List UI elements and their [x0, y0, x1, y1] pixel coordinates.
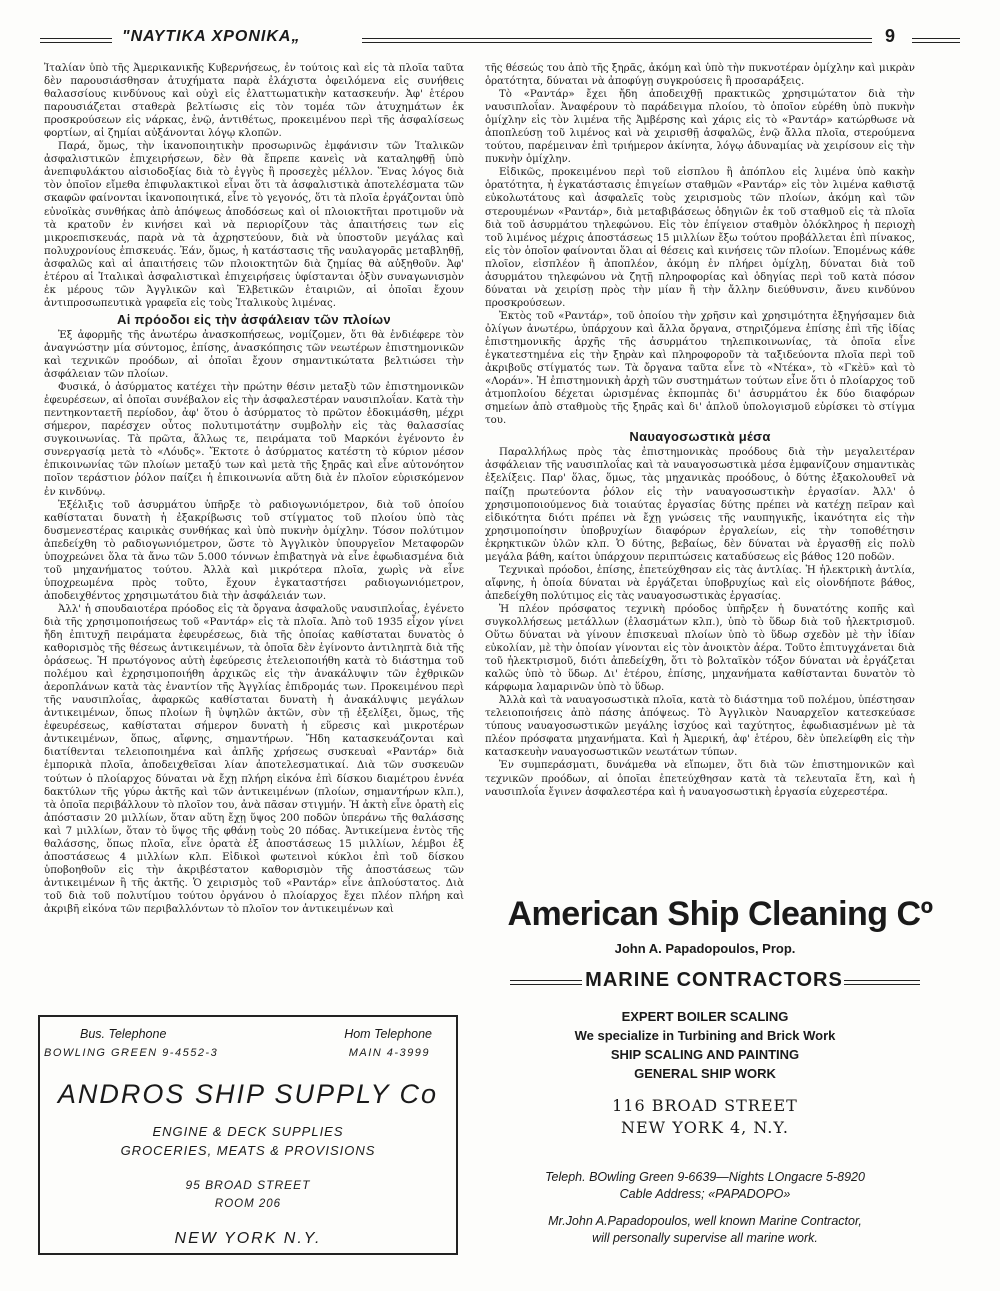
header-rule-middle — [362, 38, 872, 43]
article-paragraph: Τεχνικαὶ πρόοδοι, ἐπίσης, ἐπετεύχθησαν εἰς τὰς ἀντλίας. Ἡ ἠλεκτρικὴ ἀντλία, αἴφνης, ἡ ὁποία δύναται νὰ ἐργάζεται ὑποβρυχίως καὶ εἰς οἱονδήποτε βάθος, ἀπεδείχθη πολύτιμος εἰς τὰς ναυαγοσωστικὰς ἐργασίας. — [485, 564, 915, 602]
service-item: SHIP SCALING AND PAINTING — [610, 1047, 800, 1062]
article-paragraph: Ἀλλὰ καὶ τὰ ναυαγοσωστικὰ πλοῖα, κατὰ τὸ διάστημα τοῦ πολέμου, ὑπέστησαν τελειοποιήσεις ἀπὸ πάσης ἀπόψεως. Τὸ Ἀγγλικὸν Ναυαρχεῖον κατεσκεύασε τύπους ναυαγοσωστικῶν μεγάλης ἰσχύος καὶ ταχύτητος, ἐφωδιασμένων μὲ τὰ πλέον πρόσφατα μηχανήματα. Καὶ ἡ Ἀμερική, ἀφ' ἑτέρου, δὲν ὑπελείφθη εἰς τὴν κατασκευὴν ναυαγοσωστικῶν νεωτάτων τύπων. — [485, 695, 915, 759]
article-paragraph: Ἐν συμπεράσματι, δυνάμεθα νὰ εἴπωμεν, ὅτι διὰ τῶν ἐπιστημονικῶν καὶ τεχνικῶν προόδων, αἱ ὁποῖαι ἐπετεύχθησαν κατὰ τὰ τελευταῖα ἔτη, καὶ ἡ ναυσιπλοΐα ἔγινεν ἀσφαλεστέρα καὶ ἡ ναυαγοσωστικὴ ἐργασία εὐχερεστέρα. — [485, 760, 915, 798]
article-paragraph: Ἐξ ἀφορμῆς τῆς ἀνωτέρω ἀνασκοπήσεως, νομίζομεν, ὅτι θὰ ἐνδιέφερε τὸν ἀναγνώστην μία σύντομος, ἐπίσης, ἀνασκόπησις τῶν νεωτέρων ἐπιστημονικῶν καὶ τεχνικῶν προόδων, αἱ ὁποῖαι ἔχουν σημαντικώτατα βελτιώσει τὴν ἀσφάλειαν τῶν πλοίων. — [44, 329, 464, 381]
banner-rule-right — [844, 980, 920, 985]
american-proprietor: John A. Papadopoulos, Prop. — [614, 941, 796, 956]
andros-street-address: 95 BROAD STREET — [185, 1178, 311, 1192]
article-paragraph: τῆς θέσεώς του ἀπὸ τῆς ξηρᾶς, ἀκόμη καὶ ὑπὸ τὴν πυκνοτέραν ὁμίχλην καὶ μικρὰν ὁρατότητα, δύναται νὰ ἀποφύγῃ συγκρούσεις ἢ προσαράξεις. — [485, 63, 915, 88]
header-rule-left — [40, 38, 112, 43]
note-line: Mr.John A.Papadopoulos, well known Marine Contractor, — [548, 1214, 862, 1228]
article-paragraph: Φυσικά, ὁ ἀσύρματος κατέχει τὴν πρώτην θέσιν μεταξὺ τῶν ἐπιστημονικῶν ἐφευρέσεων, αἱ ὁποῖαι συνέβαλον εἰς τὴν ἀσφαλεστέραν ναυσιπλοΐαν. Κατὰ τὴν πεντηκονταετῆ περίοδον, ἀφ' ὅτου ὁ ἀσύρματος τὸ πρῶτον ἐδοκιμάσθη, μέχρι σήμερον, παρέσχεν οὗτος πολυτιμοτάτην συμβολὴν εἰς τὰς θαλασσίας συγκοινωνίας. Τὰ πρῶτα, ἄλλως τε, πειράματα τοῦ Μαρκόνι ἐγένοντο ἐν συνεργασίᾳ μετὰ τὸ «Λόυδς». Ἔκτοτε ὁ ἀσύρματος κατέστη τὸ κύριον μέσον ἐπικοινωνίας τῶν πλοίων μεταξύ των καὶ μετὰ τῆς ξηρᾶς καὶ εἶνε αὐτονόητον ποῖον τεράστιον ῥόλον παίζει ἡ ἐπικοινωνία αὕτη διὰ ἐν πλοῖον εὑρισκόμενον ἐν κινδύνῳ. — [44, 382, 464, 498]
section-heading-salvage: Ναυαγοσωστικὰ μέσα — [629, 429, 771, 445]
american-ship-cleaning-ad — [470, 895, 970, 1255]
article-paragraph: Ἀλλ' ἡ σπουδαιοτέρα πρόοδος εἰς τὰ ὄργανα ἀσφαλοῦς ναυσιπλοΐας, ἐγένετο διὰ τῆς χρησιμοποιήσεως τοῦ «Ραντάρ» εἰς τὰ πλοῖα. Ἀπὸ τοῦ 1935 εἶχον γίνει ἤδη ἐπιτυχῆ πειράματα ἐφευρέσεως, διὰ τῆς ὁποίας καθίσταται δυνατὸς ὁ καθορισμὸς τῆς θέσεως ἀντικειμένων, τὰ ὁποῖα δὲν ἐγίνοντο ἀντιληπτὰ διὰ τῆς ὁράσεως. Ἡ πρωτόγονος αὐτὴ ἐφεύρεσις ἐτελειοποιήθη κατὰ τὸ διάστημα τοῦ πολέμου καὶ ἐχρησιμοποιήθη ἀρχικῶς εἰς τὴν ἀνακάλυψιν τῶν ἐχθρικῶν ἀεροπλάνων κατὰ τὰς ἐναντίον τῆς Ἀγγλίας ἐπιδρομάς των. Προκειμένου περὶ τῆς ναυσιπλοΐας, ἀφαρκῶς καθίσταται δυνατὴ ἡ ἀνακάλυψις μεγάλων ἀντικειμένων, ὅπως πλοίων ἢ ὑψηλῶν ἀκτῶν, σὺν τῇ ἐξελίξει, ὅμως, τῆς ἐφευρέσεως, καθίσταται σήμερον δυνατὴ ἡ εὕρεσις καὶ μικροτέρων ἀντικειμένων, ὅπως, αἴφνης, σημαντήρων. Ἤδη κατασκευάζονται καὶ διατίθενται τελειοποιημένα καὶ ἁπλῆς χρήσεως συσκευαὶ «Ραντάρ» διὰ ἐμπορικὰ πλοῖα, ἀποδειχθεῖσαι λίαν ἀποτελεσματικαί. Διὰ τῶν συσκευῶν τούτων ὁ πλοίαρχος δύναται νὰ ἔχῃ πλήρη εἰκόνα ἐπὶ δίσκου διαμέτρου ἐννέα δακτύλων τῆς γύρω ἀκτῆς καὶ τῶν ἀντικειμένων (πλοίων, σημαντήρων κλπ.), τὰ ὁποῖα περιβάλλουν τὸ πλοῖον του, ἀνὰ πᾶσαν στιγμήν. Ἡ ἀκτὴ εἶνε ὁρατὴ εἰς ἀπόστασιν 20 μιλλίων, ὅταν αὕτη ἔχῃ ὕψος 200 ποδῶν ὑπεράνω τῆς θαλάσσης καὶ 7 μιλλίων, ὅταν τὸ ὕψος τῆς φθάνῃ τοὺς 20 πόδας. Ἀντικείμενα ἐντὸς τῆς θαλάσσης, ὅπως πλοῖα, εἶνε ὁρατὰ ἐξ ἀποστάσεως 15 μιλλίων, λέμβοι ἐξ ἀποστάσεως 4 μιλλίων κλπ. Εἰδικοὶ φωτεινοὶ κύκλοι ἐπὶ τοῦ δίσκου ὑποβοηθοῦν εἰς τὴν ἀκριβέστατον καθορισμὸν τῆς ἀποστάσεως τῶν ἀντικειμένων ἢ τῆς ἀκτῆς. Ὁ χειρισμὸς τοῦ «Ραντάρ» εἶνε ἁπλούστατος. Διὰ τοῦ διὰ τοῦ πολυτίμου τούτου ὀργάνου ὁ πλοίαρχος ἔχει πλέον πλήρη καὶ ἀκριβῆ εἰκόνα τῶν περιβαλλόντων τὸ πλοῖον τον ἀντικειμένων καὶ — [44, 603, 464, 915]
page-header — [40, 28, 960, 50]
page-number: 9 — [885, 26, 896, 46]
right-article-column — [485, 62, 915, 799]
article-paragraph: Εἰδικῶς, προκειμένου περὶ τοῦ εἰσπλου ἢ ἀπόπλου εἰς λιμένα ὑπὸ κακὴν ὁρατότητα, ἡ ἐγκατάστασις ἐπιγείων σταθμῶν «Ραντάρ» εἰς τὸν λιμένα καθιστᾷ εὐκολωτάτους καὶ ἀσφαλεῖς τοὺς χειρισμοὺς τῶν πλοίων, ἀκόμη καὶ τῶν στερουμένων «Ραντάρ», διὰ μεταβιβάσεως ὁδηγιῶν ἐκ τοῦ σταθμοῦ εἰς τὰ πλοῖα διὰ τοῦ ἀσυρμάτου τηλεφώνου. Εἰς τὸν ἐπίγειον σταθμὸν ὁλόκληρος ἡ περιοχὴ τοῦ λιμένος μέχρις ἀποστάσεως 15 μιλλίων ἔξω τούτου προβάλλεται ἐπὶ πίνακος, εἰς τὸν ὁποῖον φαίνονται ὅλαι αἱ θέσεις καὶ κινήσεις τῶν πλοίων. Ἐπομένως κάθε πλοῖον, εἰσπλέον ἢ ἀποπλέον, ἀκόμη ἐν πλήρει ὁμίχλῃ, δύναται διὰ τοῦ ἀσυρμάτου τηλεφώνου νὰ ζητῇ πληροφορίας καὶ ὁδηγίας περὶ τοῦ κατὰ πόσον δύναται νὰ χειρίσῃ πρὸς τὴν μίαν ἢ τὴν ἄλλην διεύθυνσιν, ἄνευ κινδύνου προσκρούσεων. — [485, 167, 915, 309]
home-telephone-number: MAIN 4-3999 — [348, 1047, 430, 1059]
american-address — [470, 1095, 940, 1139]
business-telephone-number: BOWLING GREEN 9-4552-3 — [44, 1047, 219, 1059]
andros-company-name: ANDROS SHIP SUPPLY Co — [57, 1079, 439, 1109]
left-article-column — [44, 62, 464, 916]
note-line: will personally supervise all marine work. — [592, 1231, 818, 1245]
andros-city: NEW YORK N.Y. — [174, 1230, 322, 1247]
american-street: 116 BROAD STREET — [612, 1096, 798, 1115]
home-telephone-label: Hom Telephone — [344, 1027, 432, 1041]
marine-contractors-banner — [510, 969, 920, 995]
american-city: NEW YORK 4, N.Y. — [621, 1118, 789, 1137]
article-paragraph: Ἐξέλιξις τοῦ ἀσυρμάτου ὑπῆρξε τὸ ραδιογωνιόμετρον, διὰ τοῦ ὁποίου καθίσταται δυνατὴ ἡ ἐξακρίβωσις τοῦ στίγματος τοῦ πλοίου ὑπὸ τὰς δυσμενεστέρας καιρικὰς συνθήκας καὶ ὑπὸ πυκνὴν ὁμίχλην. Τόσον πολύτιμον ἀπεδείχθη τὸ ραδιογωνιόμετρον, ὥστε τὸ Ἀγγλικὸν ὑπουργεῖον Μεταφορῶν ὑποχρεώνει ὅλα τὰ ἄνω τῶν 5.000 τόννων ἐπιβατηγὰ νὰ εἶνε ἐφωδιασμένα διὰ τοῦ μηχανήματος τούτου. Ἀλλὰ καὶ μικρότερα πλοῖα, χωρὶς νὰ εἶνε ὑποχρεωμένα πρὸς τοῦτο, ἔχουν ἐγκαταστήσει ραδιογωνιόμετρον, ἀποδειχθέντος χρησιμωτάτου διὰ τὴν ἀσφάλειάν των. — [44, 499, 464, 602]
article-paragraph: Παρά, ὅμως, τὴν ἱκανοποιητικὴν προσωρινῶς ἐμφάνισιν τῶν Ἰταλικῶν ἀσφαλιστικῶν ἐπιχειρήσεων, δὲν θὰ ἔπρεπε κανεὶς νὰ καταληφθῇ ὑπὸ ἀνεπιφυλάκτου αἰσιοδοξίας διὰ τὸ ἐγγὺς ἢ προσεχὲς μέλλον. Ἕνας λόγος διὰ τὸν ὁποῖον εἴμεθα ἐπιφυλακτικοὶ εἶναι ὅτι τὰ ἀσφαλιστικὰ ἀποτελέσματα τῶν σκαφῶν φαίνονται ἱκανοποιητικά, εἶνε τὸ γεγονός, ὅτι τὰ πλοῖα ἐργάζονται ὑπὸ εὐνοϊκὰς συνθήκας ἀπὸ ἀπόψεως ἀποδόσεως καὶ οἱ πλοιοκτῆται προτιμοῦν νὰ τὰ κρατοῦν ἐν κινήσει καὶ νὰ περιορίζουν τὰς ἀπαιτήσεις των εἰς μικροεπισκευάς, παρὰ νὰ τὰ ἀχρηστεύουν, διὰ νὰ ὑποστοῦν μεγάλας καὶ πολυχρονίους ἐπισκευάς. Ἐάν, ὅμως, ἡ κατάστασις τῆς ναυλαγορᾶς μεταβληθῇ, ἀσφαλῶς καὶ αἱ ἀπαιτήσεις τῶν πλοιοκτητῶν διὰ ζημίας θὰ αὐξηθοῦν. Ἀφ' ἑτέρου αἱ Ἰταλικαὶ ἀσφαλιστικαὶ ἐπιχειρήσεις ὑφίστανται ὀξὺν συναγωνισμὸν ἐκ μέρους τῶν Ἀγγλικῶν καὶ Ἑλβετικῶν ἑταιριῶν, αἱ ὁποῖαι ἔχουν ἀντιπροσωπευτικὰ γραφεῖα εἰς τοὺς Ἰταλικοὺς λιμένας. — [44, 141, 464, 309]
article-paragraph: Ἰταλίαν ὑπὸ τῆς Ἀμερικανικῆς Κυβερνήσεως, ἐν τούτοις καὶ εἰς τὰ πλοῖα ταῦτα δὲν παρουσιάσθησαν ἀτυχήματα παρὰ ἐλάχιστα ὀφειλόμενα εἰς συνήθεις θαλασσίους κινδύνους καὶ οὐχὶ εἰς ἐλαττωματικὴν κατασκευήν. Ἀφ' ἑτέρου παρουσιάζεται σταθερὰ βελτίωσις εἰς τὸν τομέα τῶν ἀτυχημάτων ἐκ προσκρούσεων εἰς νάρκας, ἐνῷ, ἀντιθέτως, προκειμένου περὶ τῆς ἀσφαλίσεως φορτίων, αἱ ζημίαι αὐξάνονται λόγῳ κλοπῶν. — [44, 63, 464, 140]
american-company-name: American Ship Cleaning Cº — [507, 895, 933, 933]
article-paragraph: Παραλλήλως πρὸς τὰς ἐπιστημονικὰς προόδους διὰ τὴν μεγαλειτέραν ἀσφάλειαν τῆς ναυσιπλοΐας καὶ τὰ ναυαγοσωστικὰ μέσα ἐμφανίζουν σημαντικὰς ἐξελίξεις. Παρ' ὅλας, ὅμως, τὰς μηχανικὰς προόδους, ὁ δύτης ἐξακολουθεῖ νὰ παίζῃ πρωτεύοντα ῥόλον εἰς τὴν ναυαγοσωστικὴν ἐργασίαν. Ἀλλ' ὁ χρησιμοποιούμενος διὰ τοιαύτας ἐργασίας δύτης πρέπει νὰ κατέχῃ πεῖραν καὶ εἰδικότητα διότι πρέπει νὰ ἔχῃ γνώσεις τῆς ναυπηγικῆς, ἱκανότητα εἰς τὴν χρησιμοποίησιν ὑποβρυχίων διαφόρων ἐργαλείων, εἰς τὴν τοποθέτησιν ἐκρηκτικῶν ὑλῶν κλπ. Ὁ δύτης, βεβαίως, δὲν δύναται νὰ ἐργασθῇ εἰς πολὺ μεγάλα βάθη, καίτοι ὑπάρχουν περιπτώσεις καταδύσεως εἰς βάθος 120 ποδῶν. — [485, 447, 915, 563]
american-supervision-note — [470, 1213, 940, 1247]
service-item: We specialize in Turbining and Brick Work — [574, 1028, 836, 1043]
andros-service-line: GROCERIES, MEATS & PROVISIONS — [120, 1143, 376, 1158]
article-paragraph: Τὸ «Ραντάρ» ἔχει ἤδη ἀποδειχθῇ πρακτικῶς χρησιμώτατον διὰ τὴν ναυσιπλοΐαν. Ἀναφέρουν τὸ παράδειγμα πλοίου, τὸ ὁποῖον εὑρέθη ὑπὸ πυκνὴν ὁμίχλην εἰς τὸν λιμένα τῆς Ἀμβέρσης καὶ χάρις εἰς τὸ «Ραντάρ» κατώρθωσε νὰ ἀποπλεύσῃ τοῦ λιμένος καὶ νὰ χειρισθῇ ἀσφαλῶς, ἐνῷ ἄλλα πλοῖα, στερούμενα τούτου, παρέμειναν ἐπὶ τριήμερον ἀκίνητα, λόγῳ ἀδυναμίας νὰ χειρίσουν εἰς τὴν πυκνὴν ὁμίχλην. — [485, 89, 915, 166]
business-telephone-label: Bus. Telephone — [80, 1027, 167, 1041]
american-telephone: Teleph. BOwling Green 9-6639—Nights LOngacre 5-8920 — [545, 1170, 865, 1184]
publication-title: "ΝΑΥΤΙΚΑ ΧΡΟΝΙΚΑ„ — [122, 28, 301, 45]
american-contact — [470, 1169, 940, 1203]
header-rule-right — [912, 38, 960, 43]
american-cable-address: Cable Address; «PAPADOPO» — [619, 1187, 791, 1201]
andros-room: ROOM 206 — [214, 1198, 282, 1210]
american-services-list — [470, 1007, 940, 1083]
article-paragraph: Ἐκτὸς τοῦ «Ραντάρ», τοῦ ὁποίου τὴν χρῆσιν καὶ χρησιμότητα ἐξηγήσαμεν διὰ ὀλίγων ἀνωτέρω, ὑπάρχουν καὶ ἄλλα ὄργανα, στηριζόμενα ἐπίσης ἐπὶ τῆς ἰδίας ἐπιστημονικῆς ἀρχῆς τῆς ἀσυρμάτου τηλεπικοινωνίας, τὰ ὁποῖα εἶνε ἐγκατεστημένα εἰς τὴν ξηρὰν καὶ πληροφοροῦν τὰ ταξιδεύοντα πλοῖα περὶ τοῦ ἀκριβοῦς στίγματός των. Τὰ ὄργανα ταῦτα εἶνε τὸ «Ντέκα», τὸ «Γκὲϋ» καὶ τὸ «Λοράν». Ἡ ἐπιστημονικὴ ἀρχὴ τῶν συστημάτων τούτων εἶνε ὅτι ὁ πλοίαρχος τοῦ ἀτμοπλοίου δέχεται ὡρισμένας ἐκπομπὰς δι' ἀσυρμάτου ἐκ δύο διαφόρων σημείων ἀπὸ σταθμοὺς τῆς ξηρᾶς καὶ δι' ἁπλοῦ ὑπολογισμοῦ εὑρίσκει τὸ στίγμα του. — [485, 310, 915, 427]
andros-ship-supply-ad — [38, 1015, 458, 1255]
andros-service-line: ENGINE & DECK SUPPLIES — [152, 1124, 344, 1139]
banner-rule-left — [510, 980, 582, 985]
service-item: GENERAL SHIP WORK — [634, 1066, 776, 1081]
article-paragraph: Ἡ πλέον πρόσφατος τεχνικὴ πρόοδος ὑπῆρξεν ἡ δυνατότης κοπῆς καὶ συγκολλήσεως μετάλλων (ἐλασμάτων κλπ.), ὑπὸ τὸ ὕδωρ διὰ τοῦ ἠλεκτρισμοῦ. Οὕτω δύναται νὰ γίνουν ἐπισκευαὶ πλοίων ὑπὸ τὸ ὕδωρ σχεδὸν μὲ τὴν ἰδίαν εὐκολίαν, μὲ τὴν ὁποίαν γίνονται εἰς τὸν ἀνοικτὸν ἀέρα. Τοῦτο ἐπιτυγχάνεται διὰ τοῦ ἠλεκτρισμοῦ, διότι ἀπεδείχθη, ὅτι τὸ βολταϊκὸν τόξον δύναται νὰ ἐργάζεται καλῶς ὑπὸ τὸ ὕδωρ. Δι' ἑτέρου, ἐπίσης, μηχανήματα καθίστανται δυνατὸν τὸ κάρφωμα λαμαρινῶν ὑπὸ τὸ ὕδωρ. — [485, 603, 915, 694]
marine-contractors-title: MARINE CONTRACTORS — [585, 969, 843, 991]
section-heading-safety-progress: Αἱ πρόοδοι εἰς τὴν ἀσφάλειαν τῶν πλοίων — [117, 311, 391, 327]
service-item: EXPERT BOILER SCALING — [621, 1009, 789, 1024]
